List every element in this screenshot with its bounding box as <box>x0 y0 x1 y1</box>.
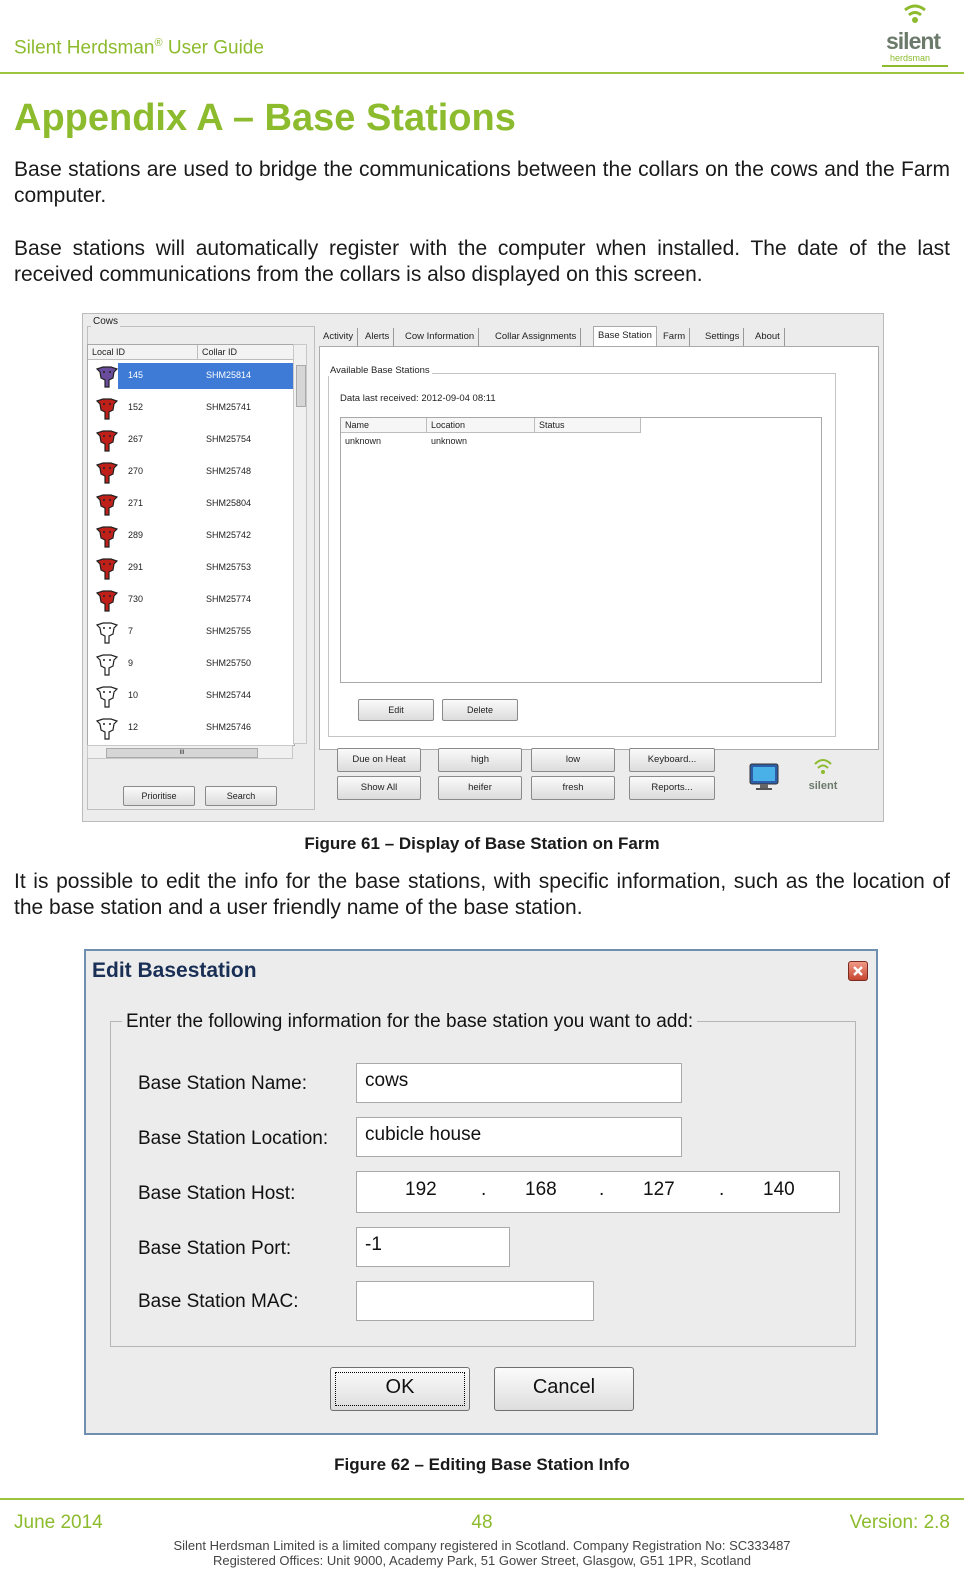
tab-cow-information[interactable]: Cow Information <box>401 328 479 346</box>
cow-local-id: 267 <box>128 434 144 444</box>
cow-collar-id: SHM25742 <box>206 530 252 540</box>
cow-row[interactable] <box>88 585 294 617</box>
cow-local-id: 12 <box>128 722 139 732</box>
base-station-table[interactable] <box>340 417 822 683</box>
mini-logo-word: silent <box>808 780 838 792</box>
mac-label: Base Station MAC: <box>138 1291 299 1312</box>
cow-row[interactable] <box>88 457 294 489</box>
cow-row[interactable] <box>88 617 294 649</box>
cow-row[interactable] <box>88 393 294 425</box>
dialog-legend: Enter the following information for the base station you want to add: <box>122 1011 697 1033</box>
due-on-heat-button[interactable]: Due on Heat <box>337 748 421 772</box>
location-label: Base Station Location: <box>138 1128 329 1149</box>
port-label: Base Station Port: <box>138 1238 292 1259</box>
high-button[interactable]: high <box>438 748 522 772</box>
silent-herdsman-logo <box>880 0 950 70</box>
footer-legal-line-2: Registered Offices: Unit 9000, Academy Park, 51 Gower Street, Glasgow, G51 1PR, Scotland <box>212 1553 752 1568</box>
cow-local-id: 9 <box>128 658 134 668</box>
cow-list-vscroll[interactable] <box>293 344 307 744</box>
close-icon <box>849 962 867 980</box>
heifer-button[interactable]: heifer <box>438 776 522 800</box>
paragraph-register: Base stations will automatically register with the computer when installed. The date of the last received communications from the collars is also displayed on this screen. <box>14 237 950 286</box>
monitor-icon[interactable] <box>748 762 780 792</box>
cow-collar-id: SHM25744 <box>206 690 252 700</box>
cow-collar-id: SHM25753 <box>206 562 252 572</box>
footer-page-number: 48 <box>471 1512 493 1533</box>
cow-local-id: 10 <box>128 690 139 700</box>
tab-base-station[interactable]: Base Station <box>593 326 657 347</box>
cow-local-id: 271 <box>128 498 144 508</box>
cow-icon <box>94 364 120 390</box>
ip-octet-3[interactable]: 127 <box>643 1179 675 1200</box>
cow-icon <box>94 684 120 710</box>
cow-row[interactable] <box>88 649 294 681</box>
cow-local-id: 270 <box>128 466 144 476</box>
cow-list-hscroll[interactable] <box>87 745 293 759</box>
footer-legal-line-1: Silent Herdsman Limited is a limited company registered in Scotland. Company Registration No: SC333487 <box>173 1538 791 1553</box>
col-collar-id[interactable]: Collar ID <box>198 345 294 360</box>
cow-collar-id: SHM25741 <box>206 402 252 412</box>
ip-dot-2: . <box>599 1179 605 1200</box>
tab-about[interactable]: About <box>751 328 785 346</box>
cow-icon <box>94 652 120 678</box>
cow-row[interactable] <box>88 553 294 585</box>
cow-icon <box>94 588 120 614</box>
ok-button[interactable] <box>330 1367 470 1411</box>
cow-collar-id: SHM25748 <box>206 466 252 476</box>
cow-local-id: 145 <box>128 370 144 380</box>
mini-wifi-icon <box>803 754 843 778</box>
cow-collar-id: SHM25754 <box>206 434 252 444</box>
tab-farm[interactable]: Farm <box>659 328 690 346</box>
ip-dot-1: . <box>481 1179 487 1200</box>
show-all-button[interactable]: Show All <box>337 776 421 800</box>
ip-octet-4[interactable]: 140 <box>763 1179 795 1200</box>
available-stations-legend: Available Base Stations <box>330 365 430 376</box>
cow-row[interactable] <box>88 361 294 393</box>
cow-icon <box>94 428 120 454</box>
hscroll-thumb[interactable] <box>106 748 258 758</box>
ip-octet-1[interactable]: 192 <box>405 1179 437 1200</box>
mini-logo <box>803 754 843 798</box>
cow-collar-id: SHM25755 <box>206 626 252 636</box>
name-input[interactable]: cows <box>356 1063 682 1103</box>
cow-icon <box>94 556 120 582</box>
tab-settings[interactable]: Settings <box>701 328 744 346</box>
header-brand: Silent Herdsman <box>14 37 155 59</box>
col-location[interactable]: Location <box>427 418 535 433</box>
paragraph-edit: It is possible to edit the info for the base stations, with specific information, such as the location of the base station and a user friendly name of the base station. <box>14 870 950 919</box>
col-local-id[interactable]: Local ID <box>88 345 198 360</box>
cow-icon <box>94 524 120 550</box>
cow-collar-id: SHM25814 <box>206 370 252 380</box>
paragraph-intro: Base stations are used to bridge the communications between the collars on the cows and the Farm computer. <box>14 158 950 207</box>
keyboard-button[interactable]: Keyboard... <box>629 748 715 772</box>
host-label: Base Station Host: <box>138 1183 296 1204</box>
row-location[interactable]: unknown <box>431 436 468 446</box>
fresh-button[interactable]: fresh <box>531 776 615 800</box>
tab-activity[interactable]: Activity <box>319 328 358 346</box>
page-heading: Appendix A – Base Stations <box>14 97 516 139</box>
data-last-received: Data last received: 2012-09-04 08:11 <box>340 393 496 404</box>
cow-collar-id: SHM25774 <box>206 594 252 604</box>
col-name[interactable]: Name <box>341 418 427 433</box>
cow-icon <box>94 492 120 518</box>
cow-collar-id: SHM25750 <box>206 658 252 668</box>
header-title <box>14 37 264 59</box>
logo-word-herdsman: herdsman <box>890 53 931 63</box>
ip-octet-2[interactable]: 168 <box>525 1179 557 1200</box>
mac-input[interactable] <box>356 1281 594 1321</box>
logo-word-silent: silent <box>886 28 941 54</box>
cow-local-id: 152 <box>128 402 144 412</box>
cow-row[interactable] <box>88 425 294 457</box>
row-name[interactable]: unknown <box>345 436 382 446</box>
search-button[interactable]: Search <box>205 786 277 806</box>
name-label: Base Station Name: <box>138 1073 307 1094</box>
cow-list[interactable] <box>87 344 295 746</box>
header-rule <box>0 72 964 74</box>
cow-icon <box>94 460 120 486</box>
cow-local-id: 291 <box>128 562 144 572</box>
port-input[interactable]: -1 <box>356 1227 510 1267</box>
base-station-panel <box>319 346 879 750</box>
cow-collar-id: SHM25746 <box>206 722 252 732</box>
low-button[interactable]: low <box>531 748 615 772</box>
cow-local-id: 7 <box>128 626 134 636</box>
prioritise-button[interactable]: Prioritise <box>123 786 195 806</box>
edit-basestation-dialog <box>84 949 878 1435</box>
hscroll-grip: III <box>179 750 185 756</box>
vscroll-thumb[interactable] <box>296 365 306 407</box>
header-guide: User Guide <box>162 37 264 59</box>
cow-collar-id: SHM25804 <box>206 498 252 508</box>
close-button[interactable] <box>848 961 868 981</box>
cow-row[interactable] <box>88 713 294 745</box>
delete-button[interactable]: Delete <box>442 699 518 721</box>
figure-61-caption: Figure 61 – Display of Base Station on Farm <box>304 834 660 853</box>
registered-mark: ® <box>154 37 163 49</box>
figure-62-caption: Figure 62 – Editing Base Station Info <box>334 1455 630 1474</box>
ok-label: OK <box>385 1376 415 1398</box>
cow-icon <box>94 620 120 646</box>
footer-date: June 2014 <box>14 1512 103 1533</box>
tab-collar-assignments[interactable]: Collar Assignments <box>491 328 581 346</box>
edit-button[interactable]: Edit <box>358 699 434 721</box>
cancel-button[interactable]: Cancel <box>494 1367 634 1411</box>
cow-local-id: 289 <box>128 530 144 540</box>
cow-row[interactable] <box>88 681 294 713</box>
reports-button[interactable]: Reports... <box>629 776 715 800</box>
base-station-screenshot <box>82 313 884 822</box>
col-status[interactable]: Status <box>535 418 641 433</box>
host-ip-input[interactable] <box>356 1171 840 1213</box>
footer-version: Version: 2.8 <box>849 1512 950 1533</box>
tab-alerts[interactable]: Alerts <box>361 328 394 346</box>
cow-row[interactable] <box>88 489 294 521</box>
ip-dot-3: . <box>719 1179 725 1200</box>
cow-icon <box>94 716 120 742</box>
cow-local-id: 730 <box>128 594 144 604</box>
location-input[interactable]: cubicle house <box>356 1117 682 1157</box>
cows-legend: Cows <box>93 316 119 327</box>
cow-row[interactable] <box>88 521 294 553</box>
cow-icon <box>94 396 120 422</box>
footer-rule <box>0 1498 964 1500</box>
dialog-title: Edit Basestation <box>92 959 257 982</box>
